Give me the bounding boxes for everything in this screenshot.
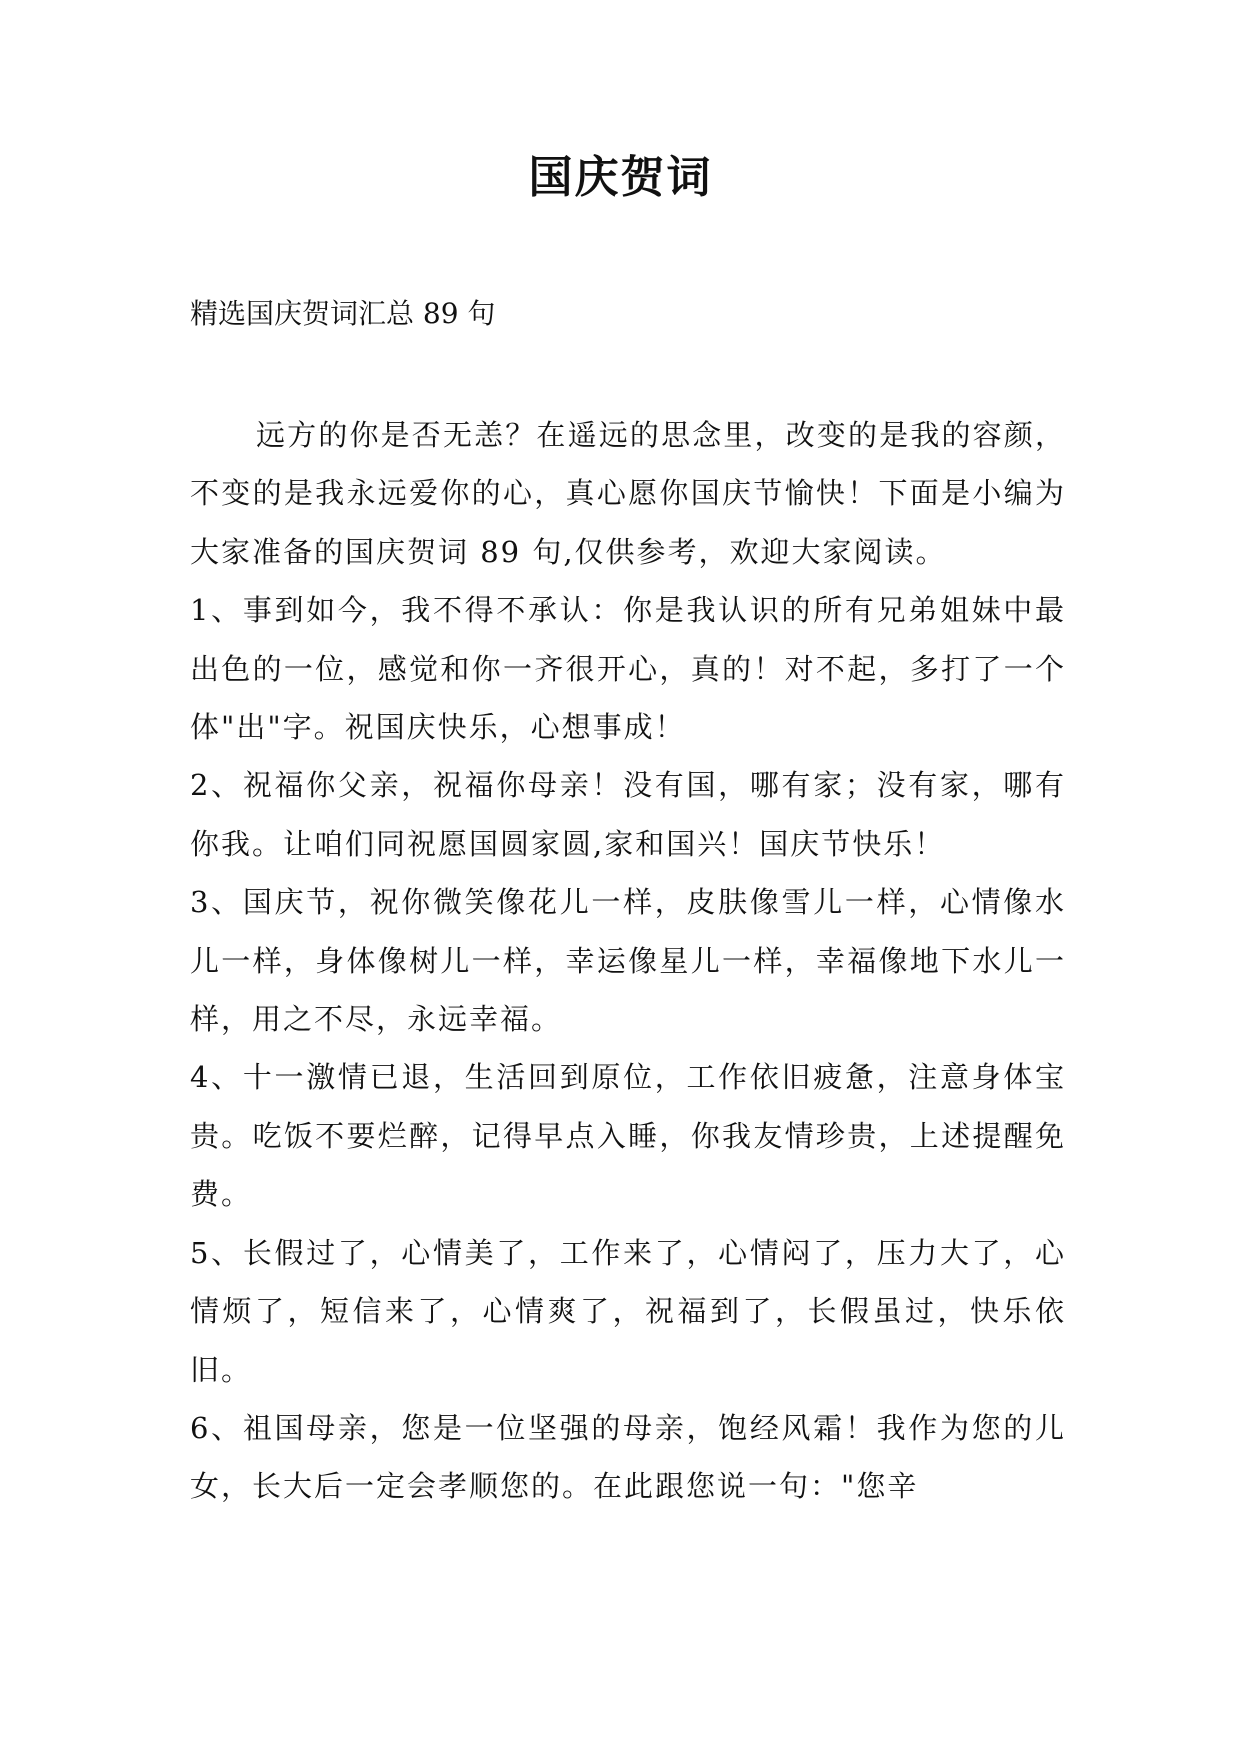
list-item: 5、长假过了，心情美了，工作来了，心情闷了，压力大了，心情烦了，短信来了，心情爽了，祝福到了，长假虽过，快乐依旧。 (190, 1235, 1066, 1387)
list-item: 6、祖国母亲，您是一位坚强的母亲，饱经风霜！我作为您的儿女，长大后一定会孝顺您的。在此跟您说一句："您辛 (190, 1410, 1066, 1504)
document-subtitle: 精选国庆贺词汇总 89 句 (190, 297, 496, 330)
intro-paragraph: 远方的你是否无恙？在遥远的思念里，改变的是我的容颜，不变的是我永远爱你的心，真心愿你国庆节愉快！下面是小编为大家准备的国庆贺词 89 句,仅供参考，欢迎大家阅读。 (190, 418, 1066, 569)
list-item: 4、十一激情已退，生活回到原位，工作依旧疲惫，注意身体宝贵。吃饭不要烂醉，记得早点入睡，你我友情珍贵，上述提醒免费。 (190, 1060, 1066, 1212)
list-item: 2、祝福你父亲，祝福你母亲！没有国，哪有家；没有家，哪有你我。让咱们同祝愿国圆家圆,家和国兴！国庆节快乐！ (190, 768, 1066, 861)
list-item: 3、国庆节，祝你微笑像花儿一样，皮肤像雪儿一样，心情像水儿一样，身体像树儿一样，幸运像星儿一样，幸福像地下水儿一样，用之不尽，永远幸福。 (190, 885, 1066, 1037)
document-body (190, 406, 1066, 1516)
list-item: 1、事到如今，我不得不承认：你是我认识的所有兄弟姐妹中最出色的一位，感觉和你一齐很开心，真的！对不起，多打了一个体"出"字。祝国庆快乐，心想事成！ (190, 593, 1066, 745)
document-title: 国庆贺词 (528, 152, 713, 203)
